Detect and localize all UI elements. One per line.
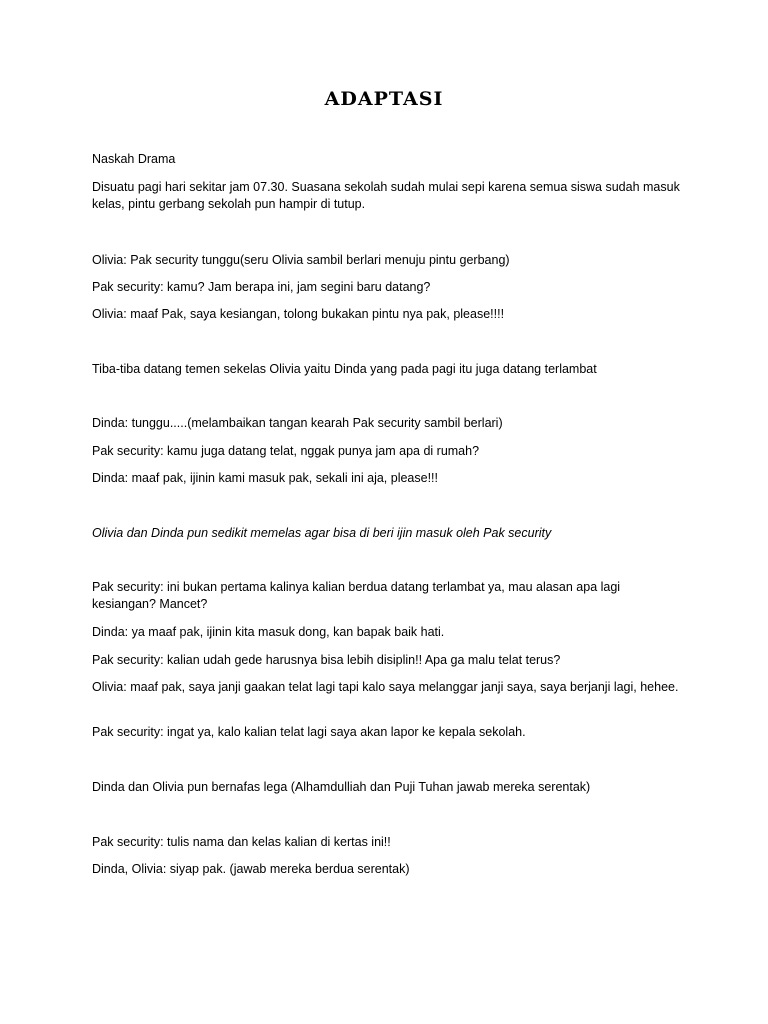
dialogue-line: Dinda: ya maaf pak, ijinin kita masuk dong, kan bapak baik hati. (92, 625, 445, 639)
dialogue-line: Pak security: kamu juga datang telat, nggak punya jam apa di rumah? (92, 444, 480, 458)
dialogue-line: Pak security: kamu? Jam berapa ini, jam segini baru datang? (92, 280, 431, 294)
dialogue-line: Dinda: maaf pak, ijinin kami masuk pak, sekali ini aja, please!!! (92, 471, 438, 485)
dialogue-line: Pak security: ingat ya, kalo kalian telat lagi saya akan lapor ke kepala sekolah. (92, 725, 526, 739)
dialogue-line: Olivia: maaf Pak, saya kesiangan, tolong bukakan pintu nya pak, please!!!! (92, 307, 505, 321)
dialogue-line: Dinda: tunggu.....(melambaikan tangan kearah Pak security sambil berlari) (92, 416, 503, 430)
paragraph-narration-italic: Olivia dan Dinda pun sedikit memelas agar bisa di beri ijin masuk oleh Pak security (92, 526, 552, 540)
dialogue-line: Dinda, Olivia: siyap pak. (jawab mereka berdua serentak) (92, 862, 410, 876)
dialogue-line: Pak security: ini bukan pertama kalinya kalian berdua datang terlambat ya, mau alasan apa lagi kesiangan? Mancet? (92, 580, 621, 611)
paragraph-narration: Dinda dan Olivia pun bernafas lega (Alhamdulliah dan Puji Tuhan jawab mereka serentak) (92, 780, 591, 794)
dialogue-line: Olivia: maaf pak, saya janji gaakan telat lagi tapi kalo saya melanggar janji saya, saya berjanji lagi, hehee. (92, 680, 679, 694)
dialogue-line: Olivia: Pak security tunggu(seru Olivia sambil berlari menuju pintu gerbang) (92, 253, 510, 267)
document-title: ADAPTASI (324, 88, 444, 110)
paragraph-narration: Disuatu pagi hari sekitar jam 07.30. Suasana sekolah sudah mulai sepi karena semua siswa sudah masuk kelas, pintu gerbang sekolah pun hampir di tutup. (92, 180, 680, 211)
paragraph-narration: Tiba-tiba datang temen sekelas Olivia yaitu Dinda yang pada pagi itu juga datang terlambat (92, 362, 597, 376)
dialogue-line: Pak security: tulis nama dan kelas kalian di kertas ini!! (92, 835, 391, 849)
dialogue-line: Pak security: kalian udah gede harusnya bisa lebih disiplin!! Apa ga malu telat terus? (92, 653, 561, 667)
paragraph-heading: Naskah Drama (92, 152, 176, 166)
